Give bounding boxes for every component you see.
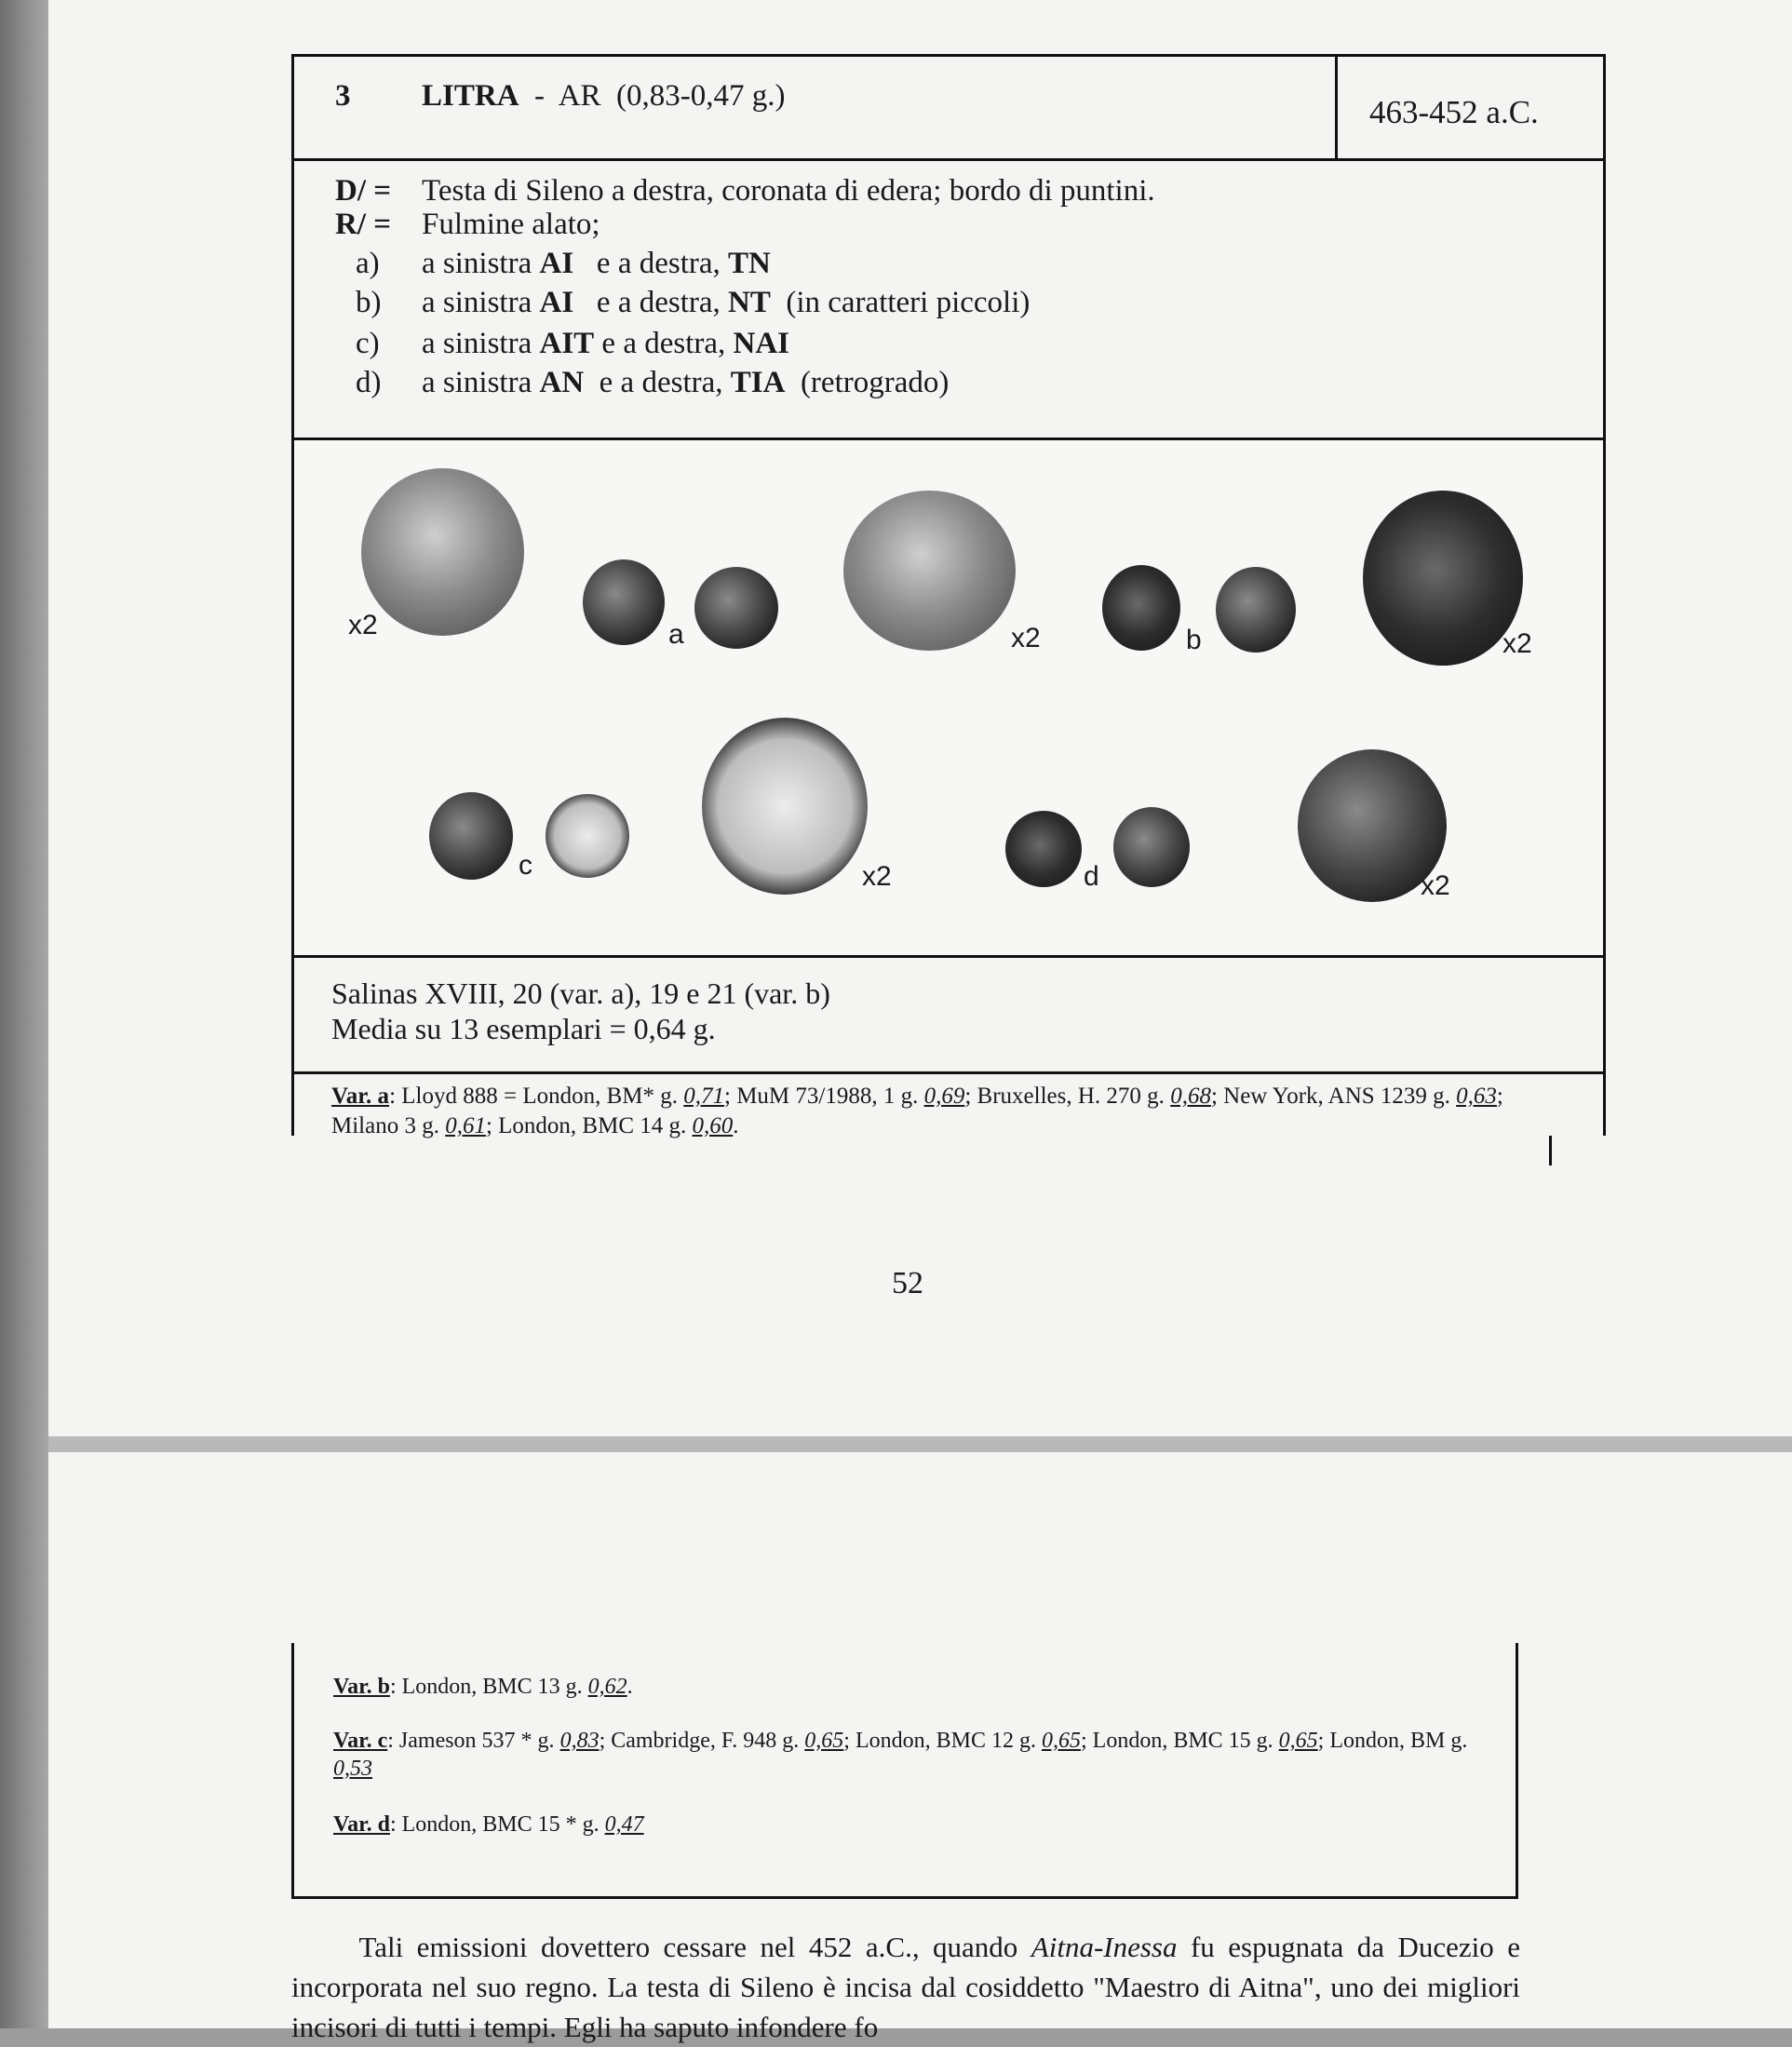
coin-reverse-a-enlarged [843, 491, 1016, 651]
screen-bezel [0, 0, 48, 2028]
variant-d-text: a sinistra AN e a destra, TIA (retrogrado) [422, 366, 950, 399]
reference-salinas: Salinas XVIII, 20 (var. a), 19 e 21 (var. b) [331, 976, 830, 1010]
coin-reverse-d [1113, 807, 1190, 887]
coin-description [294, 161, 1603, 440]
variant-label-c: c [519, 850, 532, 881]
coin-reverse-b [1216, 567, 1296, 653]
coin-images [294, 440, 1603, 958]
magnification-label: x2 [348, 610, 378, 640]
catalog-number: 3 [335, 79, 351, 113]
commentary-paragraph: Tali emissioni dovettero cessare nel 452 a.C., quando Aitna-Inessa fu espugnata da Ducezio e incorporata nel suo regno. La testa di Sileno è incisa dal cosiddetto "Maestro di Aitna", uno dei migliori incisori di tutti i tempi. Egli ha saputo infondere fo [291, 1931, 1521, 2043]
variant-label-a: a [668, 619, 684, 650]
magnification-label: x2 [1421, 870, 1450, 901]
coin-obverse-c [429, 792, 513, 880]
variant-a-text: a sinistra AI e a destra, TN [422, 247, 771, 280]
variant-key-b: b) [356, 286, 382, 319]
variant-d-list: Var. d: London, BMC 15 * g. 0,47 [333, 1812, 644, 1837]
coin-obverse-d [1005, 811, 1082, 887]
average-weight: Media su 13 esemplari = 0,64 g. [331, 1012, 716, 1045]
coin-reverse-a [694, 567, 778, 649]
variant-c-text: a sinistra AIT e a destra, NAI [422, 327, 790, 360]
date-range: 463-452 a.C. [1369, 94, 1539, 130]
magnification-label: x2 [1011, 623, 1041, 653]
variant-label-b: b [1186, 625, 1202, 655]
variant-key-c: c) [356, 327, 380, 360]
magnification-label: x2 [862, 861, 892, 892]
reverse-text: Fulmine alato; [422, 208, 600, 241]
obverse-label: D/ = [335, 174, 392, 208]
variant-b-list: Var. b: London, BMC 13 g. 0,62. [333, 1675, 633, 1699]
bibliography [294, 958, 1603, 1074]
magnification-label: x2 [1502, 628, 1532, 659]
page-break [48, 1436, 1792, 1452]
variant-c-list: Var. c: Jameson 537 * g. 0,83; Cambridge, F. 948 g. 0,65; London, BMC 12 g. 0,65; London, BMC 15 g. 0,65; London, BM g. 0,53 [333, 1729, 1468, 1781]
variant-a-specimens [294, 1074, 1603, 1139]
card-border-continuation [1549, 1136, 1552, 1165]
coin-title: LITRA - AR (0,83-0,47 g.) [422, 79, 786, 113]
variant-specimens-continued [291, 1643, 1518, 1899]
coin-reverse-b-enlarged [1363, 491, 1523, 666]
variant-key-d: d) [356, 366, 382, 399]
coin-reverse-c-enlarged [702, 718, 868, 895]
header-separator [1335, 57, 1338, 161]
coin-obverse-enlarged [361, 468, 524, 636]
coin-reverse-c [546, 794, 629, 878]
obverse-text: Testa di Sileno a destra, coronata di edera; bordo di puntini. [422, 174, 1155, 208]
variant-key-a: a) [356, 247, 380, 280]
coin-obverse-b [1102, 565, 1180, 651]
variant-label-d: d [1084, 861, 1099, 892]
page-number: 52 [892, 1266, 923, 1300]
variant-a-list: Var. a: Lloyd 888 = London, BM* g. 0,71; MuM 73/1988, 1 g. 0,69; Bruxelles, H. 270 g. 0,68; New York, ANS 1239 g. 0,63; Milano 3 g. 0,61; London, BMC 14 g. 0,60. [331, 1084, 1503, 1138]
coin-catalog-card [291, 54, 1606, 1136]
coin-obverse-a [583, 559, 665, 645]
variant-b-text: a sinistra AI e a destra, NT (in caratteri piccoli) [422, 286, 1031, 319]
card-header [294, 57, 1603, 161]
reverse-label: R/ = [335, 208, 392, 241]
